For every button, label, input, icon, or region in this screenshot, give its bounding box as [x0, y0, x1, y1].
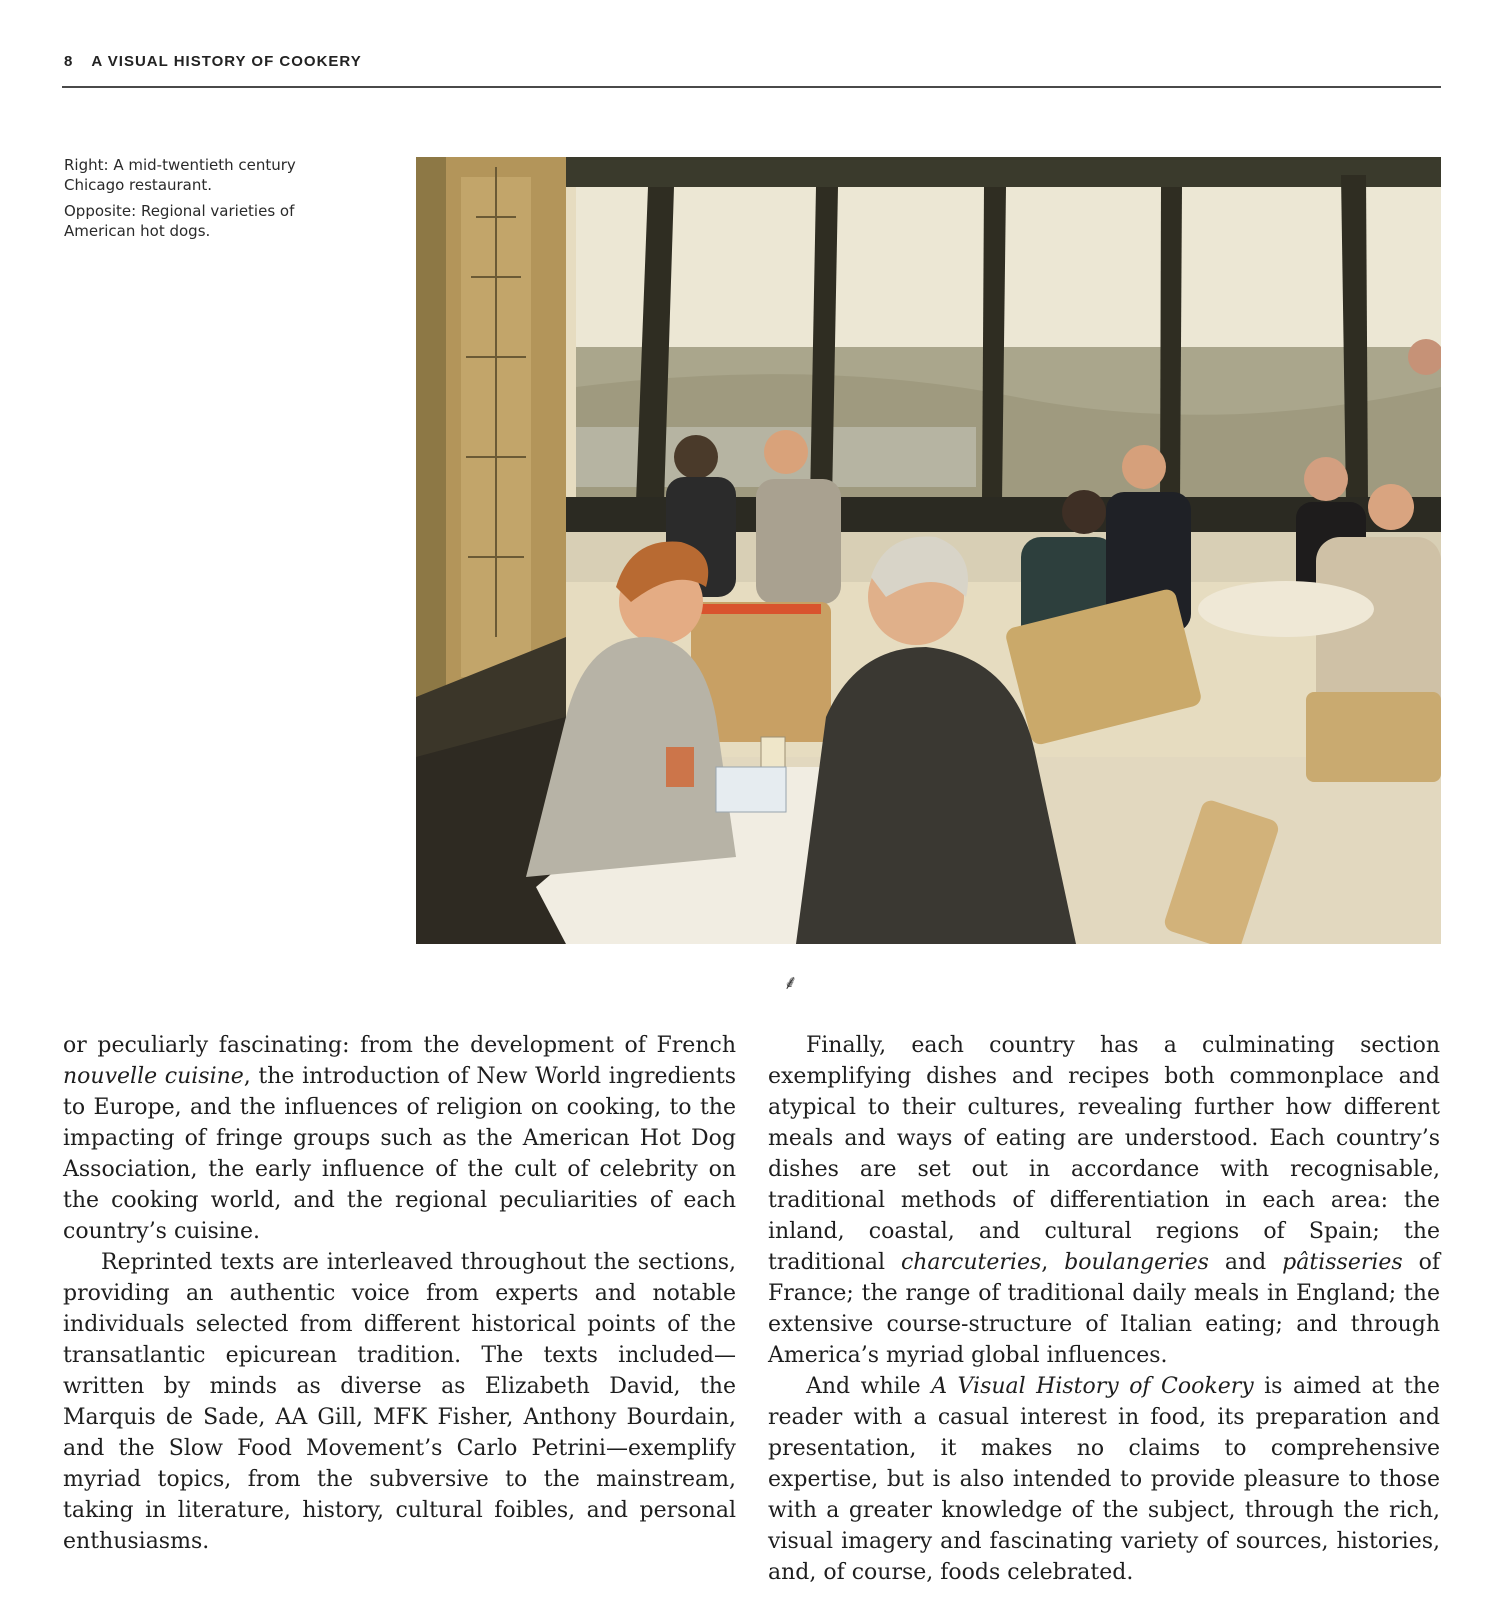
- window-mullion: [982, 187, 1006, 502]
- page-number: 8: [64, 53, 74, 70]
- diner-head: [1122, 445, 1166, 489]
- diner-head: [674, 435, 718, 479]
- right-column: [768, 1030, 1440, 1588]
- window-top-frame: [556, 157, 1441, 187]
- restaurant-photo: [416, 157, 1441, 944]
- diner-head: [1062, 490, 1106, 534]
- left-column: [63, 1030, 736, 1557]
- caption-opposite: Opposite: Regional varieties of American hot dogs.: [64, 202, 295, 240]
- right-paragraph-2: And while A Visual History of Cookery is aimed at the reader with a casual interest in food, its preparation and presentation, it makes no claims to comprehensive expertise, but is also intended to provide pleasure to those with a greater knowledge of the subject, through the rich, visual imagery and fascinating variety of sources, histories, and, of course, foods celebrated.: [768, 1374, 1440, 1585]
- table-card: [716, 767, 786, 812]
- window-mullion: [1160, 187, 1182, 502]
- glass: [666, 747, 694, 787]
- running-title: A VISUAL HISTORY OF COOKERY: [91, 53, 362, 70]
- wicker-chair: [1306, 692, 1441, 782]
- right-paragraph-1: Finally, each country has a culminating section exemplifying dishes and recipes both commonplace and atypical to their cultures, revealing further how different meals and ways of eating are understood. Each country’s dishes are set out in accordance with recognisable, traditional methods of differentiation in each area: the inland, coastal, and cultural regions of Spain; the traditional charcuteries, boulangeries and pâtisseries of France; the range of traditional daily meals in England; the extensive course-structure of Italian eating; and through America’s myriad global influences.: [768, 1033, 1440, 1368]
- diner-head: [1368, 484, 1414, 530]
- left-paragraph-1: or peculiarly fascinating: from the development of French nouvelle cuisine, the introduction of New World ingredients to Europe, and the influences of religion on cooking, to the impacting of fringe groups such as the American Hot Dog Association, the early influence of the cult of celebrity on the cooking world, and the regional peculiarities of each country’s cuisine.: [63, 1033, 736, 1244]
- photo-caption: [64, 155, 334, 247]
- diner-head: [1304, 457, 1348, 501]
- printer-mark: ⸙: [783, 970, 798, 994]
- diner-head: [764, 430, 808, 474]
- round-table: [1198, 581, 1374, 637]
- header-rule: [62, 86, 1441, 88]
- caption-right: Right: A mid-twentieth century Chicago restaurant.: [64, 156, 296, 194]
- left-paragraph-2: Reprinted texts are interleaved throughout the sections, providing an authentic voice from experts and notable individuals selected from different historical points of the transatlantic epicurean tradition. The texts included—written by minds as diverse as Elizabeth David, the Marquis de Sade, AA Gill, MFK Fisher, Anthony Bourdain, and the Slow Food Movement’s Carlo Petrini—exemplify myriad topics, from the subversive to the mainstream, taking in literature, history, cultural foibles, and personal enthusiasms.: [63, 1250, 736, 1554]
- running-head: [64, 53, 362, 70]
- diner-body: [756, 479, 841, 604]
